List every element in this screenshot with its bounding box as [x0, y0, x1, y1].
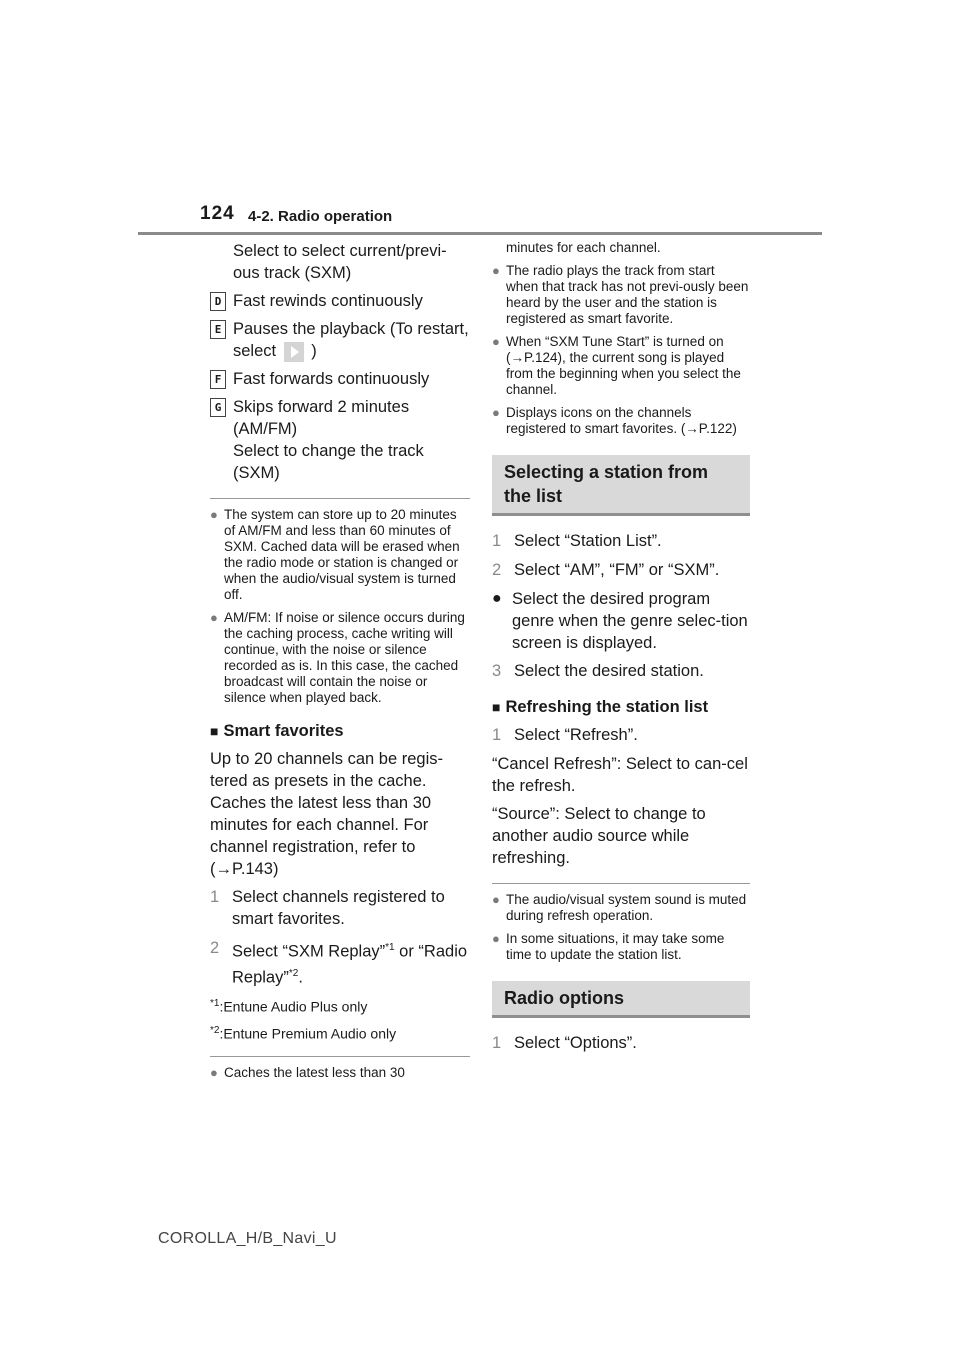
step-text: or “Radio Replay”: [232, 942, 468, 986]
cancel-refresh-paragraph: “Cancel Refresh”: Select to can-cel the refresh.: [492, 755, 748, 795]
square-bullet-icon: ■: [492, 699, 501, 715]
note-bullet-icon: ●: [492, 931, 500, 946]
note-divider: [210, 498, 470, 499]
item-text: Pauses the playback (To restart, select: [233, 320, 469, 360]
page-number: 124: [200, 203, 235, 224]
note-bullet-icon: ●: [210, 1065, 218, 1081]
note-item: [492, 334, 750, 398]
note-text: AM/FM: If noise or silence occurs during the caching process, cache writing will continue, with the noise or silence recorded as is. In this case, the cached broadcast will contain the noise or silence when played back.: [224, 610, 465, 705]
play-icon: [284, 342, 304, 362]
left-column: [210, 240, 470, 1088]
step-item: [492, 559, 750, 581]
note-item: [492, 892, 750, 924]
footnote: [210, 1022, 470, 1043]
note-bullet-icon: ●: [210, 507, 218, 522]
section-title: 4-2. Radio operation: [248, 208, 393, 225]
step-number: 1: [210, 888, 220, 906]
note-text: In some situations, it may take some time to update the station list.: [506, 931, 725, 962]
step-text: Select “Options”.: [514, 1034, 637, 1052]
step-number: 1: [492, 726, 502, 744]
footnote-text: :Entune Premium Audio only: [219, 1025, 397, 1042]
smart-favorites-paragraph: Up to 20 channels can be regis-tered as presets in the cache. Caches the latest less than 30 minutes for each channel. For channel registration, refer to (→P.143): [210, 750, 443, 878]
note-item: [210, 610, 470, 706]
step-item: [492, 530, 750, 552]
step-item: [210, 937, 470, 988]
step-item: [492, 660, 750, 682]
bullet-text: Select the desired program genre when the genre selec-tion screen is displayed.: [512, 590, 748, 652]
letter-badge: E: [210, 320, 226, 339]
right-column: [492, 240, 750, 1061]
continued-text: Select to select current/previ-ous track (SXM): [233, 242, 447, 282]
item-e: [210, 318, 470, 362]
square-bullet-icon: ■: [210, 723, 219, 739]
step-number: 1: [492, 532, 502, 550]
note-item: [492, 405, 750, 437]
note-text: When “SXM Tune Start” is turned on (→P.124), the current song is played from the beginning when you select the channel.: [506, 334, 741, 397]
step-item: [492, 1032, 750, 1054]
note-text: The system can store up to 20 minutes of AM/FM and less than 60 minutes of SXM. Cached data will be erased when the radio mode or station is changed or when the audio/visual system is turned off.: [224, 507, 460, 602]
step-number: 2: [492, 561, 502, 579]
dot-bullet-icon: ●: [492, 590, 502, 607]
letter-badge: F: [210, 370, 226, 389]
note-text: Displays icons on the channels registered to smart favorites. (→P.122): [506, 405, 737, 436]
step-text: Select “Station List”.: [514, 532, 662, 550]
note-bullet-icon: ●: [492, 405, 500, 420]
radio-options-heading: Radio options: [492, 981, 750, 1018]
item-text-line2: Select to change the track (SXM): [233, 442, 424, 482]
note-text: Caches the latest less than 30: [224, 1065, 405, 1081]
step-text: Select channels registered to smart favorites.: [232, 888, 445, 928]
step-number: 2: [210, 939, 220, 957]
step-text: Select the desired station.: [514, 662, 704, 680]
note-divider: [492, 883, 750, 884]
note-item: [210, 1065, 470, 1081]
smart-favorites-heading: [210, 720, 470, 742]
step-text: Select “Refresh”.: [514, 726, 638, 744]
header-rule: [138, 232, 822, 235]
footnote-text: :Entune Audio Plus only: [219, 998, 368, 1015]
step-number: 1: [492, 1034, 502, 1052]
item-text-line1: Skips forward 2 minutes (AM/FM): [233, 398, 410, 438]
footnote-ref: *1: [385, 942, 395, 953]
step-text: .: [298, 968, 303, 986]
note-bullet-icon: ●: [210, 610, 218, 625]
source-paragraph: “Source”: Select to change to another audio source while refreshing.: [492, 805, 706, 867]
note-bullet-icon: ●: [492, 892, 500, 907]
note-item: [492, 263, 750, 327]
letter-badge: G: [210, 398, 226, 417]
note-item: [492, 931, 750, 963]
footnote: [210, 995, 470, 1016]
note-bullet-icon: ●: [492, 334, 500, 349]
note-bullet-icon: ●: [492, 263, 500, 278]
footer-model-code: COROLLA_H/B_Navi_U: [158, 1230, 337, 1247]
step-item: [492, 724, 750, 746]
step-number: 3: [492, 662, 502, 680]
note-divider: [210, 1056, 470, 1057]
step-item: [210, 886, 470, 930]
station-list-heading: Selecting a station from the list: [492, 455, 750, 516]
item-d: [210, 290, 470, 312]
footnote-mark: *2: [210, 1024, 220, 1036]
item-g: [210, 396, 470, 484]
step-text: Select “AM”, “FM” or “SXM”.: [514, 561, 720, 579]
item-text-end: ): [311, 342, 317, 360]
refresh-heading: [492, 696, 750, 718]
item-f: [210, 368, 470, 390]
step-text: Select “SXM Replay”: [232, 942, 386, 961]
note-continued: [492, 240, 750, 256]
genre-bullet-item: [492, 588, 750, 654]
note-text: minutes for each channel.: [506, 240, 661, 255]
continued-item: [210, 240, 470, 284]
item-text: Fast rewinds continuously: [233, 292, 423, 310]
letter-badge: D: [210, 292, 226, 311]
note-text: The audio/visual system sound is muted during refresh operation.: [506, 892, 747, 923]
heading-text: Refreshing the station list: [505, 698, 709, 716]
footnote-ref: *2: [288, 967, 299, 979]
note-text: The radio plays the track from start when that track has not previ-ously been heard by the user and the station is registered as smart favorite.: [506, 263, 749, 326]
heading-text: Smart favorites: [223, 722, 344, 740]
item-text: Fast forwards continuously: [233, 370, 430, 388]
note-item: [210, 507, 470, 603]
footnote-mark: *1: [210, 998, 220, 1009]
